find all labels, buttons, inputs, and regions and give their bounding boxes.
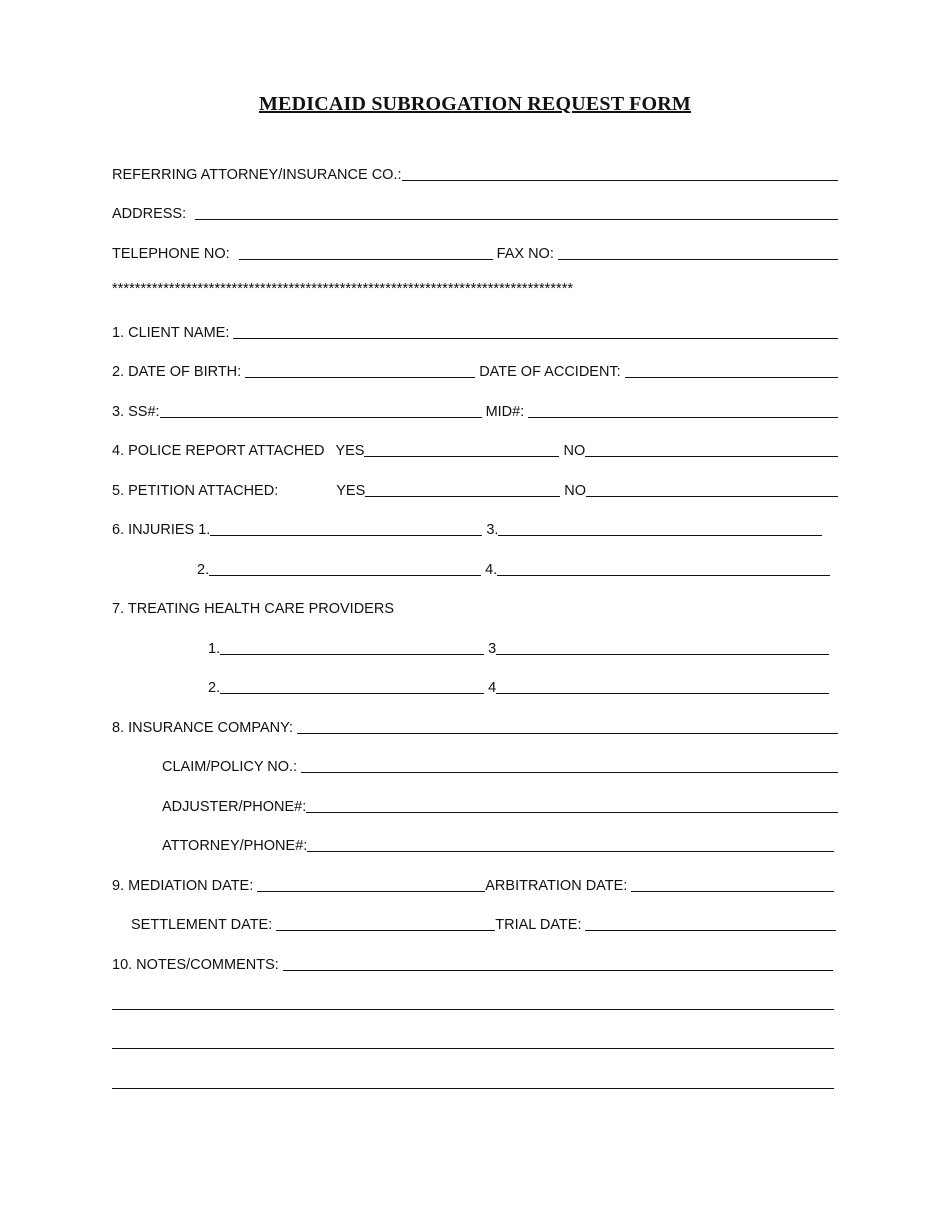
attorney-label: ATTORNEY/PHONE#: (162, 838, 308, 854)
address-row (112, 201, 838, 223)
fax-label: FAX NO: (496, 246, 554, 262)
provider-3-label: 3 (488, 641, 497, 657)
ss-field[interactable] (160, 401, 482, 418)
provider-2-label: 2. (208, 680, 221, 696)
settlement-row (131, 912, 836, 934)
injuries-row-2 (197, 557, 830, 579)
injury-4-label: 4. (485, 562, 498, 578)
police-no-field[interactable] (585, 440, 838, 457)
dob-row (112, 359, 838, 381)
fax-field[interactable] (558, 243, 838, 260)
attorney-row (162, 833, 834, 855)
injuries-label: 6. INJURIES 1. (112, 522, 211, 538)
doa-label: DATE OF ACCIDENT: (479, 364, 621, 380)
provider-1-label: 1. (208, 641, 221, 657)
notes-label: 10. NOTES/COMMENTS: (112, 957, 279, 973)
ss-row (112, 399, 838, 421)
injury-3-label: 3. (486, 522, 499, 538)
insurance-label: 8. INSURANCE COMPANY: (112, 720, 294, 736)
notes-field[interactable] (283, 954, 833, 971)
phone-fax-row (112, 241, 838, 263)
doa-field[interactable] (625, 361, 838, 378)
injury-2-label: 2. (197, 562, 210, 578)
provider-4-field[interactable] (496, 677, 829, 694)
mid-label: MID#: (485, 404, 525, 420)
settlement-label: SETTLEMENT DATE: (131, 917, 273, 933)
mediation-label: 9. MEDIATION DATE: (112, 878, 254, 894)
providers-row (112, 596, 838, 618)
provider-4-label: 4 (488, 680, 497, 696)
client-name-field[interactable] (233, 322, 838, 339)
claim-row (162, 754, 838, 776)
insurance-row (112, 715, 838, 737)
police-yes-field[interactable] (364, 440, 559, 457)
trial-field[interactable] (585, 914, 836, 931)
petition-no-label: NO (564, 483, 586, 499)
petition-row (112, 478, 838, 500)
adjuster-label: ADJUSTER/PHONE#: (162, 799, 307, 815)
form-title: MEDICAID SUBROGATION REQUEST FORM (258, 93, 692, 115)
petition-no-field[interactable] (586, 480, 838, 497)
notes-line-1[interactable] (112, 1009, 834, 1010)
telephone-field[interactable] (239, 243, 493, 260)
arbitration-field[interactable] (631, 875, 834, 892)
injury-2-field[interactable] (209, 559, 481, 576)
client-name-row (112, 320, 838, 342)
petition-yes-label: YES (336, 483, 366, 499)
referring-label: REFERRING ATTORNEY/INSURANCE CO.: (112, 167, 402, 183)
injuries-row-1 (112, 517, 822, 539)
mediation-row (112, 873, 834, 895)
insurance-field[interactable] (297, 717, 838, 734)
address-field[interactable] (195, 203, 838, 220)
referring-row (112, 162, 838, 184)
claim-field[interactable] (301, 756, 838, 773)
client-name-label: 1. CLIENT NAME: (112, 325, 230, 341)
ss-label: 3. SS#: (112, 404, 160, 420)
referring-field[interactable] (402, 164, 839, 181)
notes-line-3[interactable] (112, 1088, 834, 1089)
police-label: 4. POLICE REPORT ATTACHED (112, 443, 325, 459)
claim-label: CLAIM/POLICY NO.: (162, 759, 298, 775)
petition-label: 5. PETITION ATTACHED: (112, 483, 279, 499)
injury-1-field[interactable] (210, 519, 482, 536)
notes-row (112, 952, 833, 974)
dob-field[interactable] (245, 361, 475, 378)
provider-2-field[interactable] (220, 677, 484, 694)
notes-line-2[interactable] (112, 1048, 834, 1049)
mediation-field[interactable] (257, 875, 485, 892)
providers-row-1 (208, 636, 829, 658)
dob-label: 2. DATE OF BIRTH: (112, 364, 242, 380)
trial-label: TRIAL DATE: (495, 917, 582, 933)
police-yes-label: YES (335, 443, 365, 459)
provider-3-field[interactable] (496, 638, 829, 655)
police-row (112, 438, 838, 460)
address-label: ADDRESS: (112, 206, 187, 222)
police-no-label: NO (563, 443, 586, 459)
injury-4-field[interactable] (497, 559, 830, 576)
injury-3-field[interactable] (498, 519, 822, 536)
provider-1-field[interactable] (220, 638, 484, 655)
adjuster-row (162, 794, 838, 816)
settlement-field[interactable] (276, 914, 495, 931)
separator: ********************************************************************************* (112, 281, 574, 297)
adjuster-field[interactable] (306, 796, 838, 813)
mid-field[interactable] (528, 401, 838, 418)
arbitration-label: ARBITRATION DATE: (485, 878, 628, 894)
providers-label: 7. TREATING HEALTH CARE PROVIDERS (112, 601, 394, 617)
telephone-label: TELEPHONE NO: (112, 246, 230, 262)
attorney-field[interactable] (307, 835, 834, 852)
providers-row-2 (208, 675, 829, 697)
petition-yes-field[interactable] (365, 480, 560, 497)
